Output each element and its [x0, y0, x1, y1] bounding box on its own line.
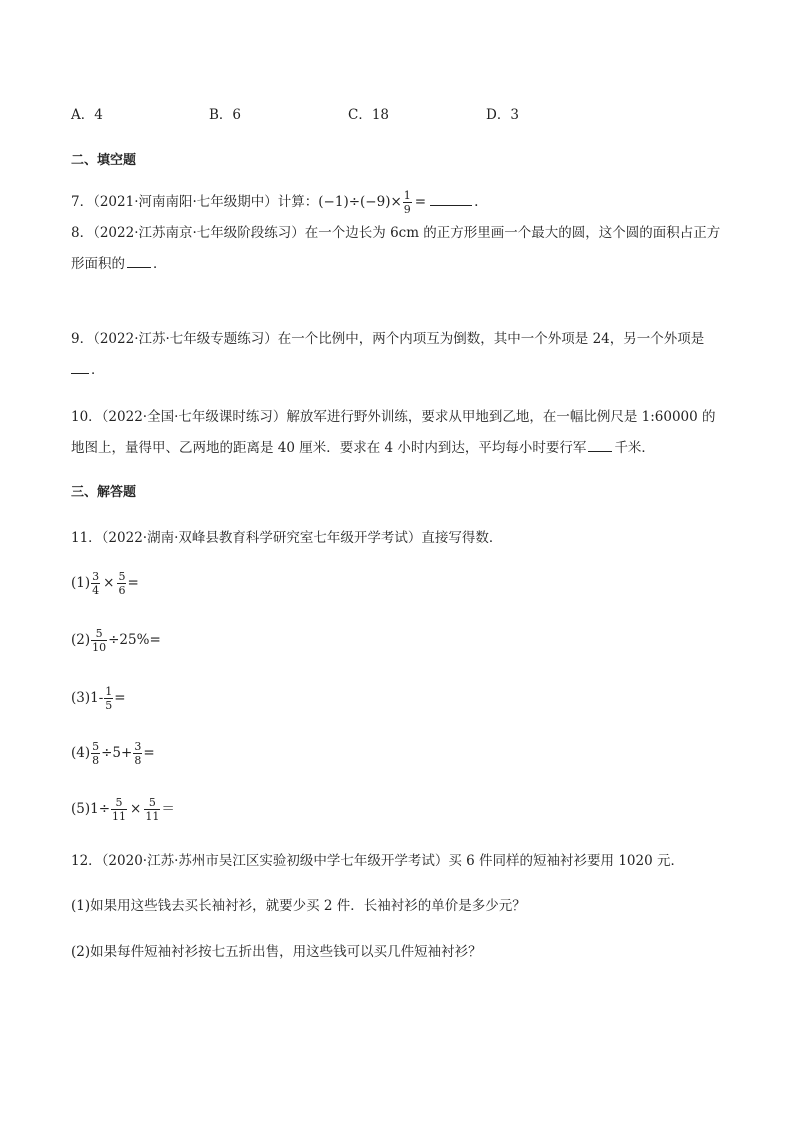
- fraction: [91, 628, 107, 653]
- q7-frac-num: 1: [403, 189, 411, 202]
- choice-letter: A．: [71, 107, 95, 123]
- frac-den: 4: [92, 584, 100, 597]
- q11-part-3: [71, 686, 126, 711]
- fraction: [91, 571, 100, 596]
- expression-lead: 1-: [90, 690, 104, 706]
- operator: ×: [103, 575, 115, 591]
- frac-num: 5: [144, 797, 160, 810]
- q7-answer-blank[interactable]: [430, 193, 472, 206]
- part-label: (2): [71, 632, 91, 648]
- equals: =: [114, 690, 126, 706]
- choice-letter: C．: [348, 107, 372, 123]
- choice-b: [209, 103, 241, 123]
- frac-den: 6: [118, 584, 126, 597]
- question-8-line1: 8．（2022·江苏南京·七年级阶段练习）在一个边长为 6cm 的正方形里画一个最大的圆，这个圆的面积占正方: [71, 225, 721, 241]
- question-10-line1: 10．（2022·全国·七年级课时练习）解放军进行野外训练，要求从甲地到乙地，在一幅比例尺是 1:60000 的: [71, 409, 716, 425]
- frac-num: 5: [111, 797, 127, 810]
- frac-num: 3: [92, 570, 100, 583]
- frac-den: 8: [92, 754, 100, 767]
- q7-prefix: 7．（2021·河南南阳·七年级期中）计算：: [71, 194, 319, 210]
- equals: ＝: [161, 801, 175, 817]
- q8-answer-blank[interactable]: [127, 255, 151, 268]
- q12-part-2: (2)如果每件短袖衬衫按七五折出售，用这些钱可以买几件短袖衬衫？: [71, 944, 482, 960]
- question-8-line2: [71, 252, 167, 272]
- expression-rest: ÷25%=: [108, 632, 161, 648]
- q7-expression: (−1)÷(−9)×: [318, 194, 402, 210]
- fraction: [144, 797, 160, 822]
- choice-value: 6: [232, 107, 242, 123]
- q10-line2-text: 地图上，量得甲、乙两地的距离是 40 厘米．要求在 4 小时内到达，平均每小时要行军: [71, 440, 587, 456]
- q11-part-4: [71, 741, 155, 766]
- q9-end: ．: [91, 362, 105, 378]
- q7-frac-den: 9: [403, 203, 411, 216]
- fraction: [91, 741, 100, 766]
- expression-mid: ÷5+: [101, 745, 133, 761]
- frac-num: 1: [105, 685, 113, 698]
- frac-den: 10: [92, 641, 107, 654]
- q11-part-1: [71, 571, 139, 596]
- fraction: [133, 741, 142, 766]
- choice-value: 18: [371, 107, 390, 123]
- q11-part-2: [71, 628, 161, 653]
- q12-part-1: (1)如果用这些钱去买长袖衬衫，就要少买 2 件．长袖衬衫的单价是多少元？: [71, 898, 526, 914]
- choice-d: [486, 103, 519, 123]
- q9-answer-blank[interactable]: [71, 361, 89, 374]
- choice-letter: B．: [209, 107, 233, 123]
- part-label: (5): [71, 801, 91, 817]
- q7-equals: =: [414, 194, 427, 210]
- question-9-line2: [71, 358, 105, 378]
- q8-line2-text: 形面积的: [71, 256, 125, 272]
- choice-a: [71, 103, 103, 123]
- q8-end: ．: [153, 256, 167, 272]
- question-7: [71, 190, 478, 215]
- question-12: 12．（2020·江苏·苏州市吴江区实验初级中学七年级开学考试）买 6 件同样的短袖衬衫要用 1020 元．: [71, 853, 684, 869]
- q10-answer-blank[interactable]: [588, 439, 612, 452]
- q10-end: 千米．: [614, 440, 655, 456]
- operator: ×: [130, 801, 142, 817]
- choice-value: 4: [94, 107, 103, 123]
- fraction: [104, 686, 113, 711]
- q11-part-5: [71, 797, 175, 822]
- frac-den: 11: [145, 810, 160, 823]
- question-9-line1: 9．（2022·江苏·七年级专题练习）在一个比例中，两个内项互为倒数，其中一个外项是 24，另一个外项是: [71, 331, 705, 347]
- equals: =: [127, 575, 139, 591]
- frac-num: 5: [92, 740, 100, 753]
- part-label: (4): [71, 745, 91, 761]
- frac-num: 5: [118, 570, 126, 583]
- question-10-line2: [71, 436, 655, 456]
- fraction: [111, 797, 127, 822]
- section-answer-title: 三、解答题: [71, 485, 137, 500]
- part-label: (3): [71, 690, 91, 706]
- frac-den: 11: [112, 810, 127, 823]
- choice-letter: D．: [486, 107, 511, 123]
- expression-lead: 1÷: [90, 801, 111, 817]
- section-fill-in-title: 二、填空题: [71, 153, 137, 168]
- choice-c: [348, 103, 389, 123]
- question-11: 11．（2022·湖南·双峰县教育科学研究室七年级开学考试）直接写得数．: [71, 530, 503, 546]
- frac-num: 5: [91, 628, 107, 641]
- part-label: (1): [71, 575, 91, 591]
- fraction: [117, 571, 126, 596]
- choice-value: 3: [510, 107, 519, 123]
- frac-den: 5: [105, 699, 113, 712]
- q7-end: .: [474, 194, 479, 210]
- frac-den: 8: [134, 754, 142, 767]
- frac-num: 3: [134, 740, 142, 753]
- q7-fraction: [403, 190, 412, 215]
- equals: =: [143, 745, 155, 761]
